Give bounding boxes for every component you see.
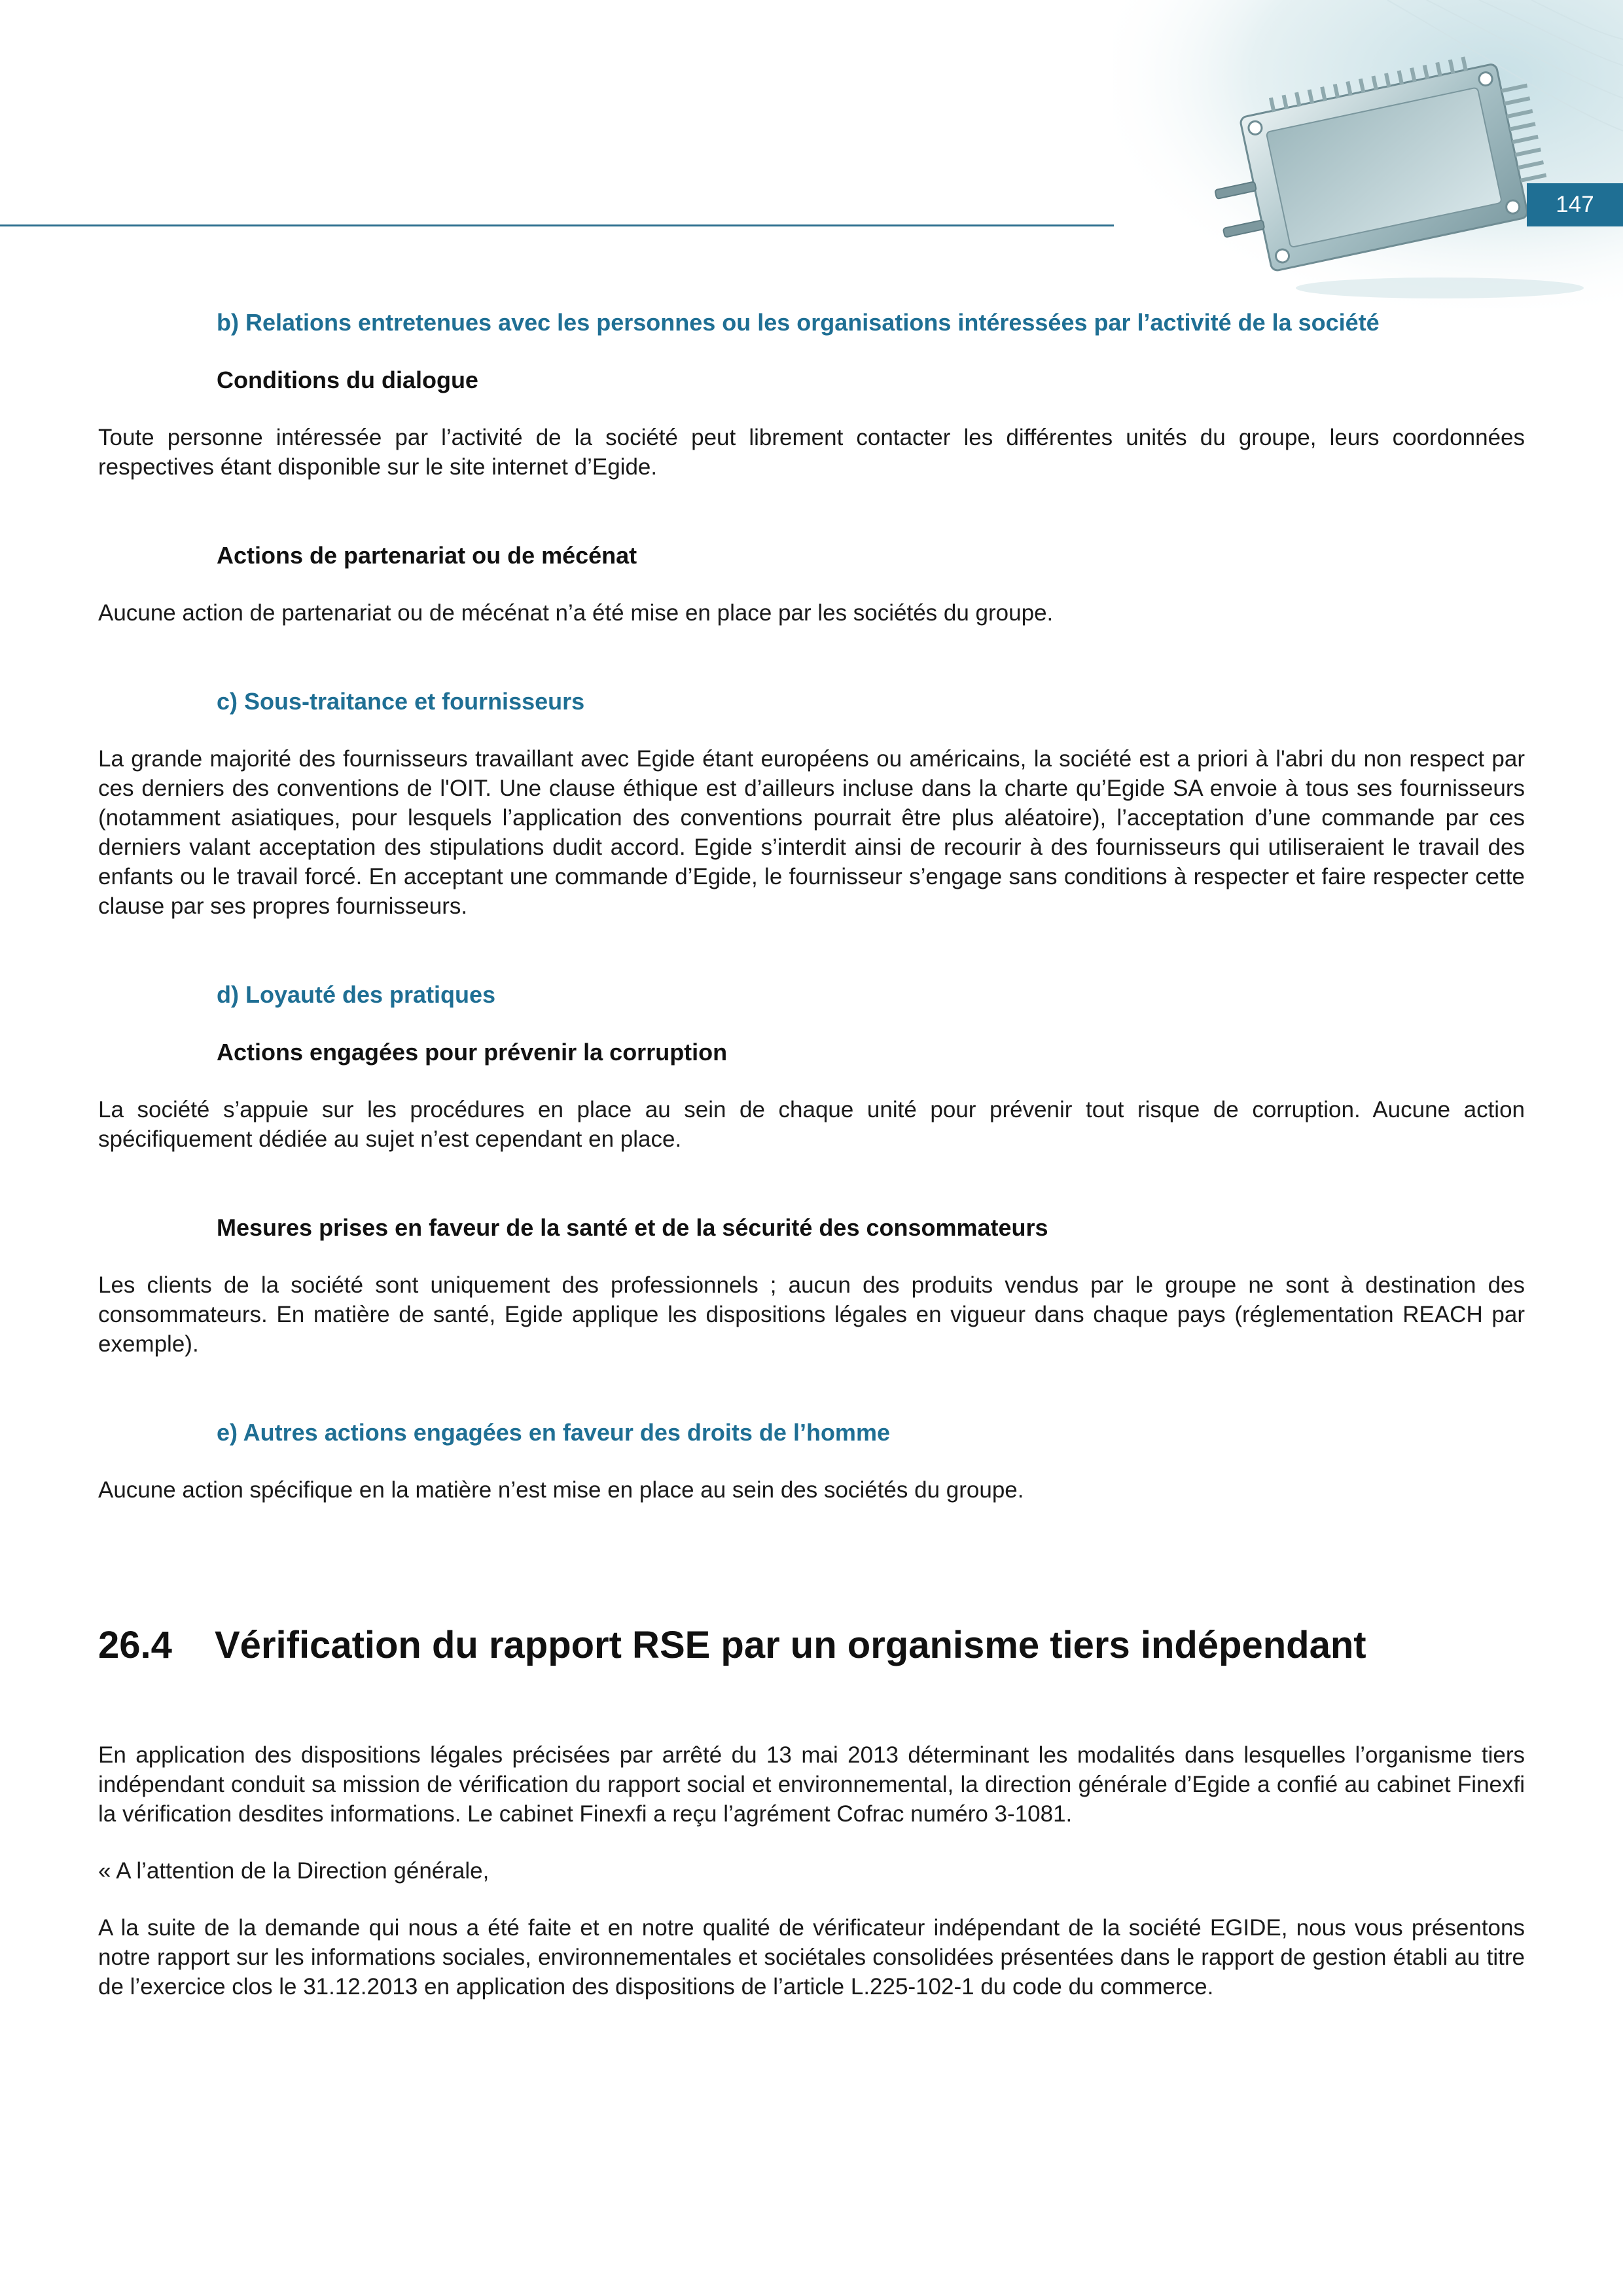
section-d-heading: d) Loyauté des pratiques xyxy=(217,981,496,1008)
section-c-heading: c) Sous-traitance et fournisseurs xyxy=(217,688,585,715)
verification-paragraph-3: A la suite de la demande qui nous a été faite et en notre qualité de vérificateur indépendant de la société EGIDE, nous vous présentons notre rapport sur les informations sociales, environnementales et sociétales consolidées présentées dans le rapport de gestion établi au titre de l’exercice clos le 31.12.2013 en application des dispositions de l’article L.225-102-1 du code du commerce. xyxy=(98,1915,1525,2000)
corruption-paragraph: La société s’appuie sur les procédures en place au sein de chaque unité pour prévenir tout risque de corruption. Aucune action spécifiquement dédiée au sujet n’est cependant en place. xyxy=(98,1097,1525,1152)
section-b-heading: b) Relations entretenues avec les personnes ou les organisations intéressées par l’activité de la société xyxy=(217,309,1380,336)
section-number: 26.4 xyxy=(98,1624,172,1666)
electronic-package-image xyxy=(1113,0,1623,308)
partenariat-paragraph: Aucune action de partenariat ou de mécénat n’a été mise en place par les sociétés du groupe. xyxy=(98,600,1054,626)
section-e-heading: e) Autres actions engagées en faveur des droits de l’homme xyxy=(217,1419,890,1446)
corruption-heading: Actions engagées pour prévenir la corruption xyxy=(217,1039,728,1066)
droits-homme-paragraph: Aucune action spécifique en la matière n’est mise en place au sein des sociétés du groupe. xyxy=(98,1477,1024,1503)
section-26-4-heading xyxy=(98,1623,1525,1668)
page-content xyxy=(98,308,1525,2001)
partenariat-heading: Actions de partenariat ou de mécénat xyxy=(217,542,637,569)
verification-paragraph-2: « A l’attention de la Direction générale, xyxy=(98,1858,490,1884)
sous-traitance-paragraph: La grande majorité des fournisseurs travaillant avec Egide étant européens ou américains, la société est a priori à l'abri du non respect par ces derniers des conventions de l'OIT. Une clause éthique est d’ailleurs incluse dans la charte qu’Egide SA envoie à tous ses fournisseurs (notamment asiatiques, pour lesquels l’application des conventions pourrait être plus aléatoire), l’acceptation d’une commande par ces derniers valant acceptation des stipulations dudit accord. Egide s’interdit ainsi de recourir à des fournisseurs qui utiliseraient le travail des enfants ou le travail forcé. En acceptant une commande d’Egide, le fournisseur s’engage sans conditions à respecter et faire respecter cette clause par ses propres fournisseurs. xyxy=(98,746,1525,919)
header-rule xyxy=(0,224,1114,226)
section-title: Vérification du rapport RSE par un organisme tiers indépendant xyxy=(215,1624,1366,1666)
verification-paragraph-1: En application des dispositions légales précisées par arrêté du 13 mai 2013 déterminant les modalités dans lesquelles l’organisme tiers indépendant conduit sa mission de vérification du rapport social et environnemental, la direction générale d’Egide a confié au cabinet Finexfi la vérification desdites informations. Le cabinet Finexfi a reçu l’agrément Cofrac numéro 3-1081. xyxy=(98,1742,1525,1827)
sante-heading: Mesures prises en faveur de la santé et de la sécurité des consommateurs xyxy=(217,1214,1048,1241)
sante-paragraph: Les clients de la société sont uniquement des professionnels ; aucun des produits vendus par le groupe ne sont à destination des consommateurs. En matière de santé, Egide applique les dispositions légales en vigueur dans chaque pays (réglementation REACH par exemple). xyxy=(98,1272,1525,1357)
dialogue-paragraph: Toute personne intéressée par l’activité de la société peut librement contacter les différentes unités du groupe, leurs coordonnées respectives étant disponible sur le site internet d’Egide. xyxy=(98,425,1525,480)
page-number: 147 xyxy=(1527,183,1623,226)
dialogue-heading: Conditions du dialogue xyxy=(217,367,478,393)
